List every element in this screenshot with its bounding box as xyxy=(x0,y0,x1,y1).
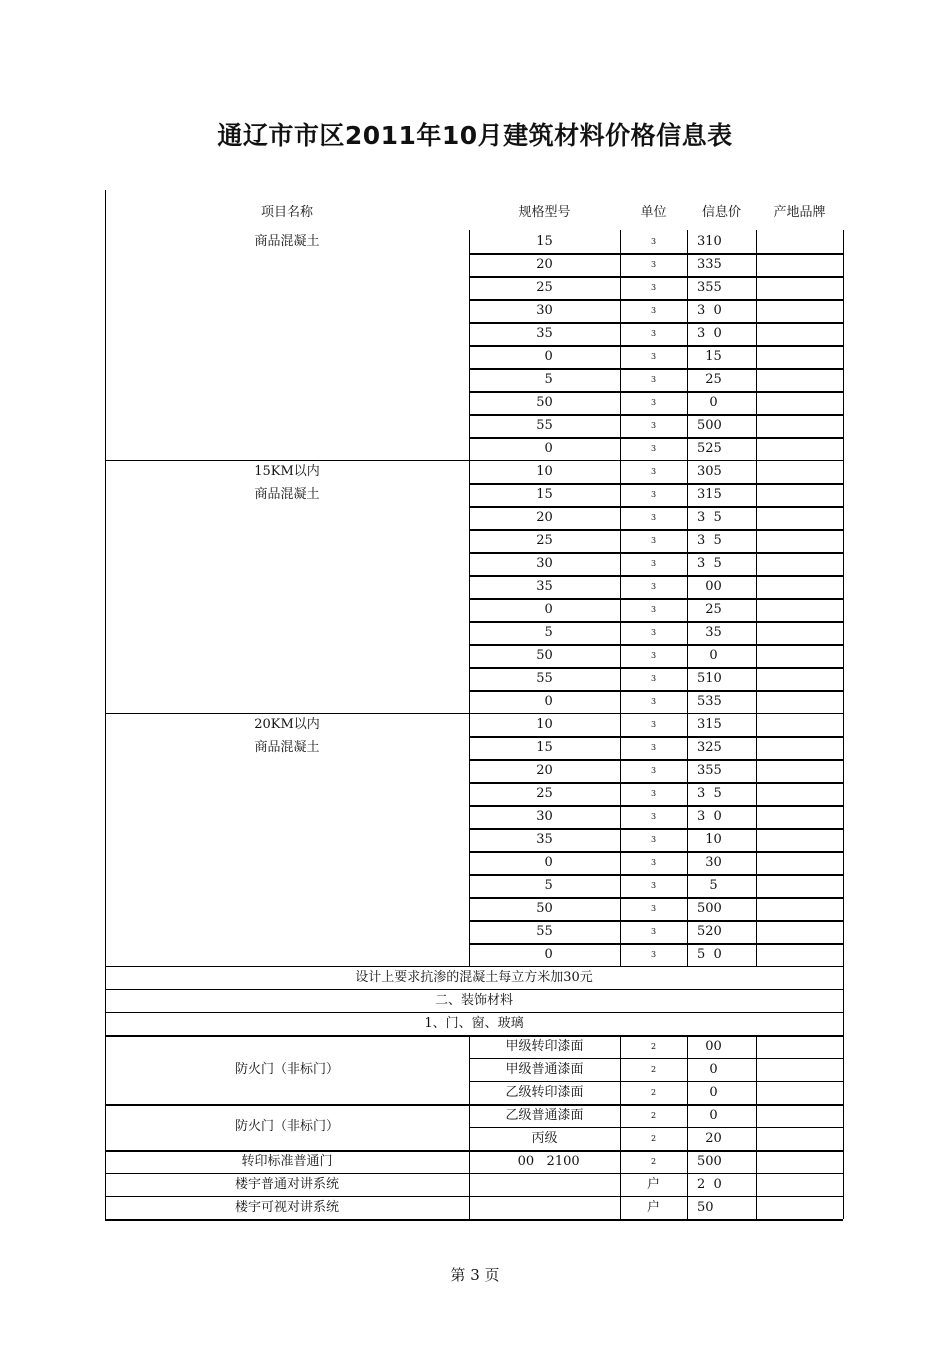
col-divider-price xyxy=(687,230,688,460)
spec-cell: 25 xyxy=(536,533,553,548)
col-divider-brand xyxy=(756,1104,757,1150)
price-cell: 315 xyxy=(697,487,722,502)
col-divider-spec xyxy=(469,460,470,713)
col-divider-spec xyxy=(469,713,470,966)
spec-cell: 0 xyxy=(536,441,553,456)
unit-cell: 户 xyxy=(646,1200,660,1215)
table-left-border xyxy=(105,1035,106,1104)
unit-cell: 3 xyxy=(650,329,657,338)
price-cell: 50 xyxy=(697,1200,714,1215)
col-divider-price xyxy=(687,713,688,966)
col-divider-price xyxy=(687,1104,688,1150)
price-cell: 0 xyxy=(697,395,718,410)
table-right-border xyxy=(843,1173,844,1196)
unit-cell: 3 xyxy=(650,605,657,614)
unit-cell: 户 xyxy=(646,1177,660,1192)
col-divider-unit xyxy=(620,1173,621,1196)
spec-cell: 15 xyxy=(536,740,553,755)
price-cell: 10 xyxy=(697,832,722,847)
col-divider-price xyxy=(687,1150,688,1173)
col-divider-unit xyxy=(620,1150,621,1173)
unit-cell: 3 xyxy=(650,260,657,269)
spec-cell: 10 xyxy=(536,464,553,479)
price-cell: 15 xyxy=(697,349,722,364)
unit-cell: 3 xyxy=(650,766,657,775)
price-cell: 35 xyxy=(697,625,722,640)
unit-cell: 3 xyxy=(650,467,657,476)
col-divider-brand xyxy=(756,1196,757,1219)
group-label: 15KM以内 xyxy=(254,464,320,479)
table-left-border-top xyxy=(105,190,106,230)
col-divider-unit xyxy=(620,230,621,460)
price-cell: 5 xyxy=(697,878,718,893)
unit-cell: 3 xyxy=(650,697,657,706)
unit-cell: 3 xyxy=(650,444,657,453)
door-group-label: 防火门（非标门） xyxy=(234,1119,339,1134)
spec-cell: 0 xyxy=(536,349,553,364)
price-cell: 0 xyxy=(697,1085,718,1100)
spec-cell: 50 xyxy=(536,648,553,663)
col-divider-spec xyxy=(469,1150,470,1173)
table-left-border xyxy=(105,1150,106,1173)
header-name: 项目名称 xyxy=(260,205,313,220)
spec-cell: 55 xyxy=(536,418,553,433)
price-cell: 355 xyxy=(697,280,722,295)
price-cell: 3 0 xyxy=(697,303,722,318)
price-cell: 355 xyxy=(697,763,722,778)
price-cell: 305 xyxy=(697,464,722,479)
table-left-border xyxy=(105,966,106,989)
col-divider-unit xyxy=(620,1104,621,1150)
unit-cell: 3 xyxy=(650,398,657,407)
unit-cell: 3 xyxy=(650,421,657,430)
spec-cell: 0 xyxy=(536,855,553,870)
price-cell: 335 xyxy=(697,257,722,272)
price-cell: 525 xyxy=(697,441,722,456)
group-label: 商品混凝土 xyxy=(254,740,320,755)
spec-cell: 35 xyxy=(536,579,553,594)
table-right-border xyxy=(843,989,844,1012)
table-right-border xyxy=(843,230,844,460)
spec-cell: 20 xyxy=(536,510,553,525)
price-cell: 00 xyxy=(697,579,722,594)
unit-cell: 3 xyxy=(650,375,657,384)
spec-cell: 5 xyxy=(536,625,553,640)
price-cell: 3 5 xyxy=(697,556,722,571)
table-right-border xyxy=(843,460,844,713)
section-note: 二、装饰材料 xyxy=(434,993,513,1008)
unit-cell: 3 xyxy=(650,283,657,292)
col-divider-brand xyxy=(756,230,757,460)
unit-cell: 3 xyxy=(650,352,657,361)
price-cell: 00 xyxy=(697,1039,722,1054)
spec-cell: 5 xyxy=(536,878,553,893)
footer-suffix: 页 xyxy=(484,1266,500,1284)
price-cell: 3 0 xyxy=(697,809,722,824)
price-cell: 5 0 xyxy=(697,947,722,962)
unit-cell: 3 xyxy=(650,743,657,752)
footer-prefix: 第 xyxy=(450,1266,466,1284)
unit-cell: 3 xyxy=(650,812,657,821)
unit-cell: 2 xyxy=(650,1065,657,1074)
group-label: 20KM以内 xyxy=(254,717,320,732)
spec-cell xyxy=(469,1197,620,1219)
spec-cell: 25 xyxy=(536,786,553,801)
door-group-label: 防火门（非标门） xyxy=(234,1061,339,1077)
spec-cell: 50 xyxy=(536,395,553,410)
unit-cell: 3 xyxy=(650,237,657,246)
unit-cell: 3 xyxy=(650,858,657,867)
spec-cell: 乙级转印漆面 xyxy=(505,1085,584,1100)
header-unit: 单位 xyxy=(640,205,667,220)
price-cell: 0 xyxy=(697,648,718,663)
col-divider-spec xyxy=(469,1104,470,1150)
table-right-border xyxy=(843,1104,844,1150)
col-divider-spec xyxy=(469,1035,470,1104)
price-cell: 500 xyxy=(697,418,722,433)
unit-cell: 3 xyxy=(650,904,657,913)
unit-cell: 3 xyxy=(650,582,657,591)
col-divider-price xyxy=(687,1035,688,1104)
col-divider-price xyxy=(687,1196,688,1219)
row-divider xyxy=(105,1219,843,1221)
item-name-cell: 楼宇可视对讲系统 xyxy=(234,1200,339,1215)
spec-cell: 0 xyxy=(536,694,553,709)
col-divider-brand xyxy=(756,1035,757,1104)
header-price: 信息价 xyxy=(701,205,741,220)
item-name-cell: 楼宇普通对讲系统 xyxy=(234,1177,339,1192)
table-left-border xyxy=(105,1173,106,1196)
table-right-border xyxy=(843,1196,844,1219)
spec-cell: 10 xyxy=(536,717,553,732)
unit-cell: 3 xyxy=(650,789,657,798)
page-number: 3 xyxy=(470,1266,480,1284)
table-right-border xyxy=(843,1012,844,1035)
spec-cell: 20 xyxy=(536,763,553,778)
spec-cell: 0 xyxy=(536,602,553,617)
price-cell: 25 xyxy=(697,602,722,617)
spec-cell: 30 xyxy=(536,809,553,824)
table-right-border xyxy=(843,713,844,966)
table-left-border xyxy=(105,230,106,460)
price-cell: 3 0 xyxy=(697,326,722,341)
spec-cell: 20 xyxy=(536,257,553,272)
price-cell: 3 5 xyxy=(697,510,722,525)
spec-cell: 15 xyxy=(536,234,553,249)
table-left-border xyxy=(105,1012,106,1035)
unit-cell: 3 xyxy=(650,628,657,637)
table-right-border xyxy=(843,1150,844,1173)
col-divider-unit xyxy=(620,1035,621,1104)
unit-cell: 3 xyxy=(650,513,657,522)
col-divider-spec xyxy=(469,1196,470,1219)
unit-cell: 2 xyxy=(650,1111,657,1120)
spec-cell: 乙级普通漆面 xyxy=(505,1108,584,1123)
price-cell: 535 xyxy=(697,694,722,709)
price-cell: 520 xyxy=(697,924,722,939)
col-divider-unit xyxy=(620,1196,621,1219)
col-divider-brand xyxy=(756,1150,757,1173)
unit-cell: 3 xyxy=(650,881,657,890)
col-divider-unit xyxy=(620,460,621,713)
table-right-border xyxy=(843,966,844,989)
price-cell: 0 xyxy=(697,1062,718,1077)
col-divider-brand xyxy=(756,713,757,966)
col-divider-price xyxy=(687,460,688,713)
spec-cell: 55 xyxy=(536,671,553,686)
table-left-border xyxy=(105,989,106,1012)
price-cell: 500 xyxy=(697,901,722,916)
price-cell: 310 xyxy=(697,234,722,249)
price-cell: 500 xyxy=(697,1154,722,1169)
price-cell: 0 xyxy=(697,1108,718,1123)
section-note: 1、门、窗、玻璃 xyxy=(424,1016,524,1031)
unit-cell: 2 xyxy=(650,1134,657,1143)
group-label: 商品混凝土 xyxy=(254,234,320,249)
spec-cell: 35 xyxy=(536,326,553,341)
unit-cell: 3 xyxy=(650,674,657,683)
unit-cell: 3 xyxy=(650,306,657,315)
table-left-border xyxy=(105,460,106,713)
price-cell: 25 xyxy=(697,372,722,387)
table-left-border xyxy=(105,1104,106,1150)
spec-cell: 25 xyxy=(536,280,553,295)
price-cell: 30 xyxy=(697,855,722,870)
spec-cell: 00 2100 xyxy=(509,1154,580,1169)
unit-cell: 3 xyxy=(650,559,657,568)
unit-cell: 3 xyxy=(650,720,657,729)
header-spec: 规格型号 xyxy=(518,205,571,220)
spec-cell: 0 xyxy=(536,947,553,962)
price-cell: 510 xyxy=(697,671,722,686)
price-cell: 325 xyxy=(697,740,722,755)
col-divider-price xyxy=(687,1173,688,1196)
spec-cell: 丙级 xyxy=(531,1131,558,1146)
price-cell: 3 5 xyxy=(697,533,722,548)
unit-cell: 2 xyxy=(650,1157,657,1166)
page-title: 通辽市市区2011年10月建筑材料价格信息表 xyxy=(217,121,733,150)
unit-cell: 3 xyxy=(650,927,657,936)
spec-cell: 50 xyxy=(536,901,553,916)
spec-cell: 30 xyxy=(536,303,553,318)
price-cell: 2 0 xyxy=(697,1177,722,1192)
spec-cell: 15 xyxy=(536,487,553,502)
col-divider-brand xyxy=(756,460,757,713)
unit-cell: 3 xyxy=(650,490,657,499)
table-right-border xyxy=(843,1035,844,1104)
col-divider-spec xyxy=(469,1173,470,1196)
spec-cell: 35 xyxy=(536,832,553,847)
table-left-border xyxy=(105,1196,106,1219)
unit-cell: 3 xyxy=(650,950,657,959)
price-cell: 315 xyxy=(697,717,722,732)
unit-cell: 3 xyxy=(650,835,657,844)
header-brand: 产地品牌 xyxy=(773,205,826,220)
unit-cell: 2 xyxy=(650,1088,657,1097)
item-name-cell: 转印标准普通门 xyxy=(241,1154,333,1169)
spec-cell: 55 xyxy=(536,924,553,939)
spec-cell: 甲级转印漆面 xyxy=(505,1039,584,1054)
price-cell: 20 xyxy=(697,1131,722,1146)
col-divider-brand xyxy=(756,1173,757,1196)
section-note: 设计上要求抗渗的混凝土每立方米加30元 xyxy=(355,970,593,985)
unit-cell: 3 xyxy=(650,651,657,660)
table-left-border xyxy=(105,713,106,966)
spec-cell: 30 xyxy=(536,556,553,571)
col-divider-unit xyxy=(620,713,621,966)
unit-cell: 2 xyxy=(650,1042,657,1051)
page-footer xyxy=(0,1264,950,1285)
spec-cell: 甲级普通漆面 xyxy=(505,1062,584,1077)
unit-cell: 3 xyxy=(650,536,657,545)
group-label: 商品混凝土 xyxy=(254,487,320,502)
price-cell: 3 5 xyxy=(697,786,722,801)
col-divider-spec xyxy=(469,230,470,460)
spec-cell: 5 xyxy=(536,372,553,387)
spec-cell xyxy=(469,1174,620,1196)
